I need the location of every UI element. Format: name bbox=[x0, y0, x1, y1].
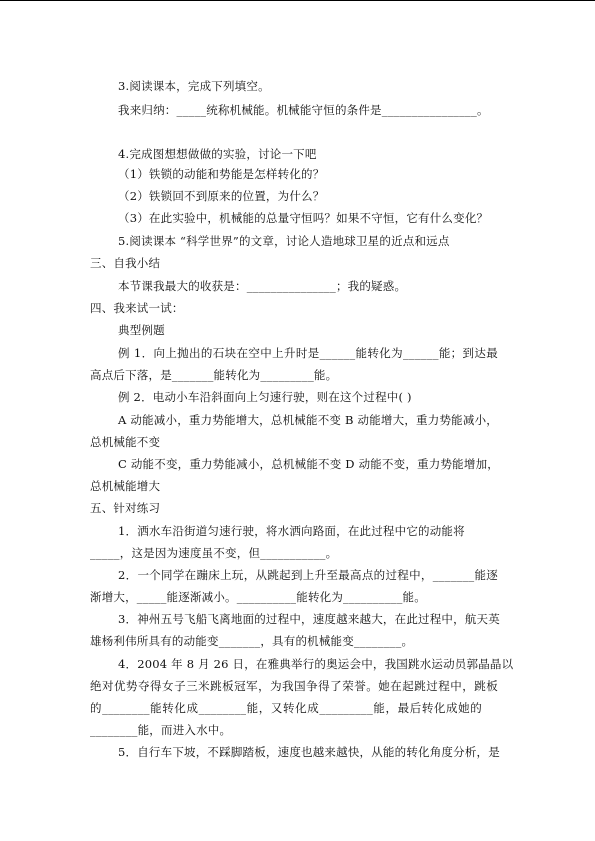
text-line: 本节课我最大的收获是：_______________；我的疑惑。 bbox=[118, 279, 407, 293]
text-line: 五、针对练习 bbox=[90, 501, 161, 515]
text-line: 4.完成图想想做做的实验，讨论一下吧 bbox=[118, 147, 317, 161]
text-line: 雄杨利伟所具有的动能变_______，具有的机械能变________。 bbox=[90, 634, 414, 648]
text-line: 四、我来试一试： bbox=[90, 301, 184, 315]
text-line: _____，这是因为速度虽不变，但___________。 bbox=[90, 546, 338, 560]
text-line: 典型例题 bbox=[118, 323, 165, 337]
text-line: 总机械能不变 bbox=[90, 435, 161, 449]
text-line: 5.阅读课本 “科学世界”的文章，讨论人造地球卫星的近点和远点 bbox=[118, 234, 450, 248]
text-line: 例 1．向上抛出的石块在空中上升时是______能转化为______能；到达最 bbox=[118, 346, 498, 360]
page-top-border bbox=[0, 0, 595, 1]
text-line: 例 2．电动小车沿斜面向上匀速行驶，则在这个过程中( ) bbox=[118, 390, 412, 404]
text-line: 2．一个同学在蹦床上玩，从跳起到上升至最高点的过程中，_______能逐 bbox=[118, 568, 498, 582]
text-line: （3）在此实验中，机械能的总量守恒吗？如果不守恒，它有什么变化？ bbox=[118, 211, 489, 225]
text-line: 4．2004 年 8 月 26 日，在雅典举行的奥运会中，我国跳水运动员郭晶晶以 bbox=[118, 657, 514, 671]
text-line: （1）铁锁的动能和势能是怎样转化的？ bbox=[118, 167, 325, 181]
text-line: 绝对优势夺得女子三米跳板冠军，为我国争得了荣誉。她在起跳过程中，跳板 bbox=[90, 679, 498, 693]
text-line: 渐增大，_____能逐渐减小。__________能转化为__________能。 bbox=[90, 590, 426, 604]
text-line: （2）铁锁回不到原来的位置，为什么？ bbox=[118, 189, 325, 203]
text-line: 三、自我小结 bbox=[90, 256, 161, 270]
text-line: 3．神州五号飞船飞离地面的过程中，速度越来越大，在此过程中，航天英 bbox=[118, 612, 500, 626]
text-line: A 动能减小，重力势能增大，总机械能不变 B 动能增大，重力势能减小， bbox=[118, 413, 498, 427]
text-line: 高点后下落，是_______能转化为_________能。 bbox=[90, 368, 338, 382]
text-line: 5．自行车下坡，不踩脚踏板，速度也越来越快，从能的转化角度分析，是 bbox=[118, 745, 500, 759]
text-line: C 动能不变，重力势能减小，总机械能不变 D 动能不变，重力势能增加， bbox=[118, 457, 499, 471]
text-line: 我来归纳：_____统称机械能。机械能守恒的条件是________________。 bbox=[118, 103, 489, 117]
text-line: 总机械能增大 bbox=[90, 479, 161, 493]
text-line: 1．洒水车沿街道匀速行驶，将水洒向路面，在此过程中它的动能将 bbox=[118, 524, 465, 538]
text-line: ________能，而进入水中。 bbox=[90, 723, 232, 737]
text-line: 3.阅读课本，完成下列填空。 bbox=[118, 79, 270, 93]
text-line: 的________能转化成________能，又转化成_________能，最后转化成她的 bbox=[90, 701, 482, 715]
